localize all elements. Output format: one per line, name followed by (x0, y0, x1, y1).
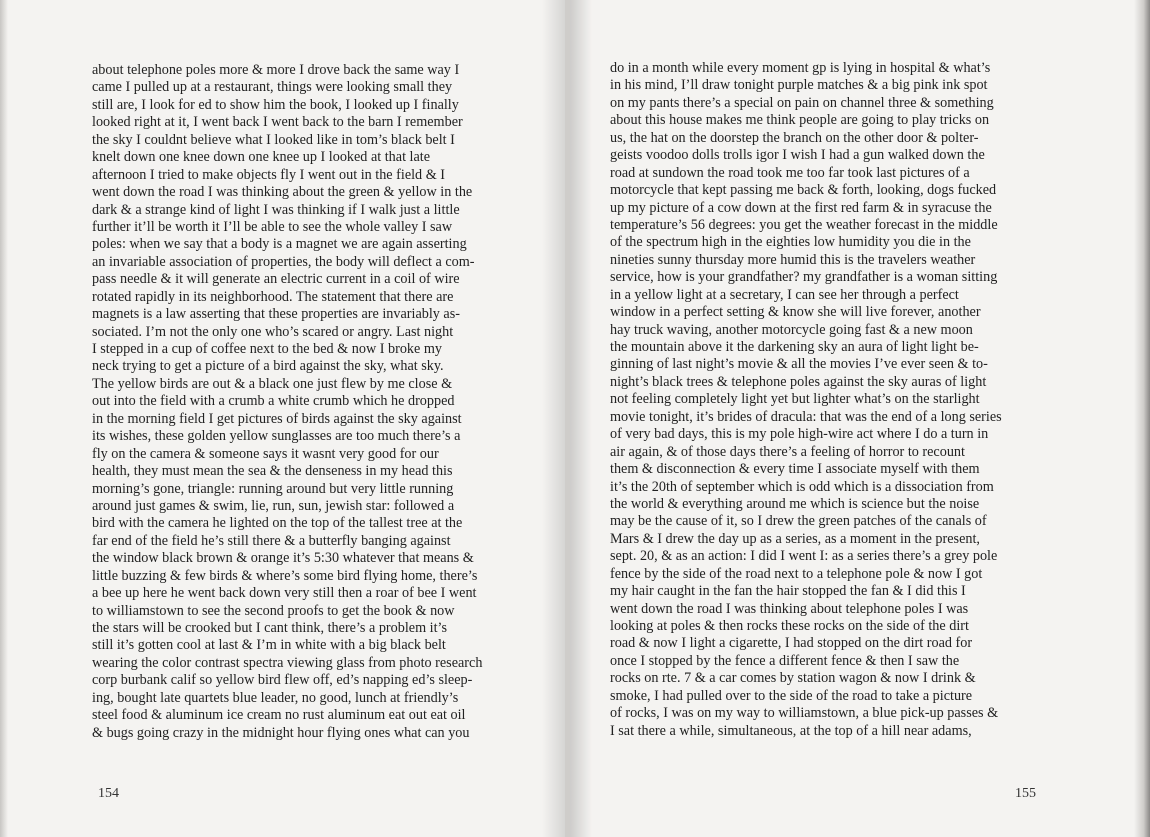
text-line: the window black brown & orange it’s 5:30 whatever that means & (92, 550, 474, 567)
text-line: neck trying to get a picture of a bird against the sky, what sky. (92, 358, 444, 375)
text-line: window in a perfect setting & know she will live forever, another (610, 304, 981, 321)
text-line: once I stopped by the fence a different fence & then I saw the (610, 652, 960, 669)
text-line: looked right at it, I went back I went back to the barn I remember (92, 114, 463, 131)
text-line: afternoon I tried to make objects fly I went out in the field & I (92, 166, 446, 183)
text-line: movie tonight, it’s brides of dracula: that was the end of a long series (610, 408, 1002, 425)
text-line: my hair caught in the fan the hair stopped the fan & I did this I (610, 583, 966, 600)
text-line: us, the hat on the doorstep the branch on the other door & polter- (610, 129, 979, 146)
text-line: knelt down one knee down one knee up I looked at that late (92, 149, 431, 166)
text-line: to williamstown to see the second proofs to get the book & now (92, 602, 455, 619)
text-line: on my pants there’s a special on pain on channel three & something (610, 94, 994, 111)
text-line: looking at poles & then rocks these rocks on the side of the dirt (610, 618, 969, 634)
text-line: ginning of last night’s movie & all the movies I’ve ever seen & to- (610, 356, 988, 373)
text-line: in his mind, I’ll draw tonight purple matches & a big pink ink spot (610, 77, 988, 94)
text-line: little buzzing & few birds & where’s some bird flying home, there’s (92, 567, 478, 584)
text-line: nineties sunny thursday more humid this is the travelers weather (610, 251, 976, 268)
text-line: sept. 20, & as an action: I did I went I: as a series there’s a grey pole (610, 548, 998, 565)
text-line: health, they must mean the sea & the denseness in my head this (92, 463, 453, 480)
text-line: came I pulled up at a restaurant, things were looking small they (92, 79, 453, 96)
text-line: about this house makes me think people are going to play tricks on (610, 112, 990, 129)
text-line: fence by the side of the road next to a telephone pole & now I got (610, 565, 983, 582)
text-line: I sat there a while, simultaneous, at the top of a hill near adams, (610, 722, 972, 739)
text-line: went down the road I was thinking about the green & yellow in the (92, 184, 473, 201)
text-line: Mars & I drew the day up as a series, as a moment in the present, (610, 530, 980, 547)
text-line: the world & everything around me which is science but the noise (610, 495, 980, 512)
text-line: a bee up here he went back down very still then a roar of bee I went (92, 585, 477, 602)
text-line: road at sundown the road took me too far took last pictures of a (610, 164, 970, 181)
text-line: in a yellow light at a secretary, I can see her through a perfect (610, 286, 959, 303)
text-line: motorcycle that kept passing me back & forth, looking, dogs fucked (610, 182, 997, 199)
text-line: steel food & aluminum ice cream no rust aluminum eat out eat oil (92, 707, 466, 724)
text-line: may be the cause of it, so I drew the green patches of the canals of (610, 513, 987, 530)
gutter-shadow-right (570, 0, 592, 837)
text-line: went down the road I was thinking about telephone poles I was (610, 600, 969, 617)
right-page-text (610, 60, 1002, 740)
text-line: smoke, I had pulled over to the side of the road to take a picture (610, 687, 973, 704)
text-line: sociated. I’m not the only one who’s scared or angry. Last night (92, 323, 454, 340)
text-line: geists voodoo dolls trolls igor I wish I had a gun walked down the (610, 147, 985, 164)
text-line: rotated rapidly in its neighborhood. The statement that there are (92, 288, 454, 305)
text-line: out into the field with a crumb a white crumb which he dropped (92, 393, 455, 410)
text-line: wearing the color contrast spectra viewing glass from photo research (92, 654, 483, 671)
text-line: the stars will be crooked but I cant think, there’s a problem it’s (92, 620, 447, 636)
text-line: rocks on rte. 7 & a car comes by station wagon & now I drink & (610, 670, 976, 687)
page-edge-left (0, 0, 8, 837)
text-line: hay truck waving, another motorcycle going fast & a new moon (610, 321, 973, 338)
text-line: of the spectrum high in the eighties low humidity you die in the (610, 234, 971, 251)
text-line: far end of the field he’s still there & a butterfly banging against (92, 532, 451, 549)
left-page (0, 0, 568, 837)
text-line: fly on the camera & someone says it wasnt very good for our (92, 445, 439, 462)
page-edge-right (1134, 0, 1150, 837)
page-number-right: 155 (1015, 786, 1036, 801)
text-line: up my picture of a cow down at the first red farm & in syracuse the (610, 199, 992, 216)
text-line: bird with the camera he lighted on the top of the tallest tree at the (92, 515, 463, 532)
text-line: temperature’s 56 degrees: you get the weather forecast in the middle (610, 216, 998, 233)
text-line: an invariable association of properties, the body will deflect a com- (92, 253, 475, 270)
text-line: them & disconnection & every time I associate myself with them (610, 461, 980, 478)
text-line: poles: when we say that a body is a magnet we are again asserting (92, 236, 467, 253)
text-line: & bugs going crazy in the midnight hour flying ones what can you (92, 724, 470, 741)
text-line: road & now I light a cigarette, I had stopped on the dirt road for (610, 635, 973, 652)
text-line: of very bad days, this is my pole high-wire act where I do a turn in (610, 426, 989, 443)
text-line: corp burbank calif so yellow bird flew off, ed’s napping ed’s sleep- (92, 672, 473, 689)
text-line: service, how is your grandfather? my grandfather is a woman sitting (610, 269, 998, 286)
page-number-left: 154 (98, 786, 119, 801)
text-line: the sky I couldnt believe what I looked like in tom’s black belt I (92, 131, 455, 148)
left-page-text (92, 62, 482, 742)
text-line: I stepped in a cup of coffee next to the bed & now I broke my (92, 341, 442, 357)
text-line: of rocks, I was on my way to williamstown, a blue pick-up passes & (610, 705, 999, 722)
text-line: night’s black trees & telephone poles against the sky auras of light (610, 373, 987, 390)
text-line: in the morning field I get pictures of birds against the sky against (92, 410, 462, 427)
text-line: magnets is a law asserting that these properties are invariably as- (92, 306, 460, 323)
text-line: pass needle & it will generate an electric current in a coil of wire (92, 271, 460, 288)
text-line: it’s the 20th of september which is odd which is a dissociation from (610, 478, 994, 495)
text-line: dark & a strange kind of light I was thinking if I walk just a little (92, 201, 460, 218)
text-line: morning’s gone, triangle: running around but very little running (92, 480, 454, 497)
text-line: air again, & of those days there’s a feeling of horror to recount (610, 443, 965, 460)
text-line: still it’s gotten cool at last & I’m in white with a big black belt (92, 637, 446, 654)
text-line: still are, I look for ed to show him the book, I looked up I finally (92, 96, 459, 113)
text-line: do in a month while every moment gp is lying in hospital & what’s (610, 60, 991, 76)
text-line: around just games & swim, lie, run, sun, jewish star: followed a (92, 497, 455, 514)
text-line: about telephone poles more & more I drove back the same way I (92, 62, 460, 78)
text-line: the mountain above it the darkening sky an aura of light light be- (610, 339, 979, 355)
text-line: further it’ll be worth it I’ll be able to see the whole valley I saw (92, 218, 453, 235)
text-line: not feeling completely light yet but lighter what’s on the starlight (610, 391, 980, 408)
right-page (570, 0, 1150, 837)
text-line: ing, bought late quartets blue leader, no good, lunch at friendly’s (92, 689, 459, 706)
text-line: The yellow birds are out & a black one just flew by me close & (92, 375, 453, 392)
text-line: its wishes, these golden yellow sunglasses are too much there’s a (92, 428, 461, 445)
